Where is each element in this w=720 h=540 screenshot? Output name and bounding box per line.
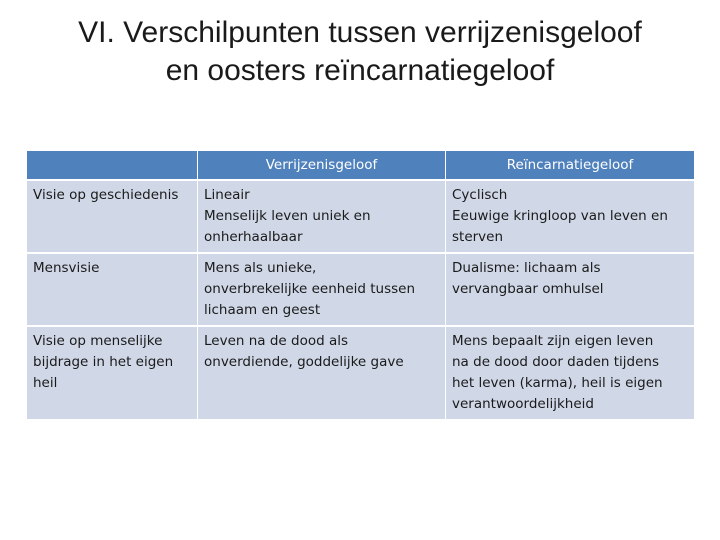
- header-reincarnatiegeloof: Reïncarnatiegeloof: [445, 151, 694, 181]
- cell-line: onverbrekelijke eenheid tussen: [204, 281, 416, 297]
- cell-line: verantwoordelijkheid: [452, 396, 594, 412]
- cell-line: Mensvisie: [33, 260, 100, 276]
- cell-line: Mens bepaalt zijn eigen leven: [452, 333, 654, 349]
- row-label: [27, 327, 197, 421]
- slide-title: [0, 14, 720, 90]
- reincarnatie-cell: [445, 254, 694, 327]
- cell-line: onherhaalbaar: [204, 229, 303, 245]
- comparison-table: [27, 151, 694, 421]
- table-row: [27, 254, 694, 327]
- table-row: [27, 181, 694, 254]
- reincarnatie-cell: [445, 327, 694, 421]
- cell-line: vervangbaar omhulsel: [452, 281, 604, 297]
- cell-line: Leven na de dood als: [204, 333, 349, 349]
- header-row: [27, 151, 694, 181]
- cell-line: na de dood door daden tijdens: [452, 354, 659, 370]
- cell-line: Cyclisch: [452, 187, 508, 203]
- title-line-1: VI. Verschilpunten tussen verrijzenisgeloof: [78, 16, 642, 49]
- cell-line: Dualisme: lichaam als: [452, 260, 601, 276]
- title-line-2: en oosters reïncarnatiegeloof: [165, 54, 555, 87]
- row-label: [27, 181, 197, 254]
- cell-line: Visie op menselijke: [33, 333, 163, 349]
- reincarnatie-cell: [445, 181, 694, 254]
- cell-line: Eeuwige kringloop van leven en: [452, 208, 668, 224]
- cell-line: Visie op geschiedenis: [33, 187, 179, 203]
- header-verrijzenisgeloof: Verrijzenisgeloof: [197, 151, 445, 181]
- cell-line: Lineair: [204, 187, 250, 203]
- cell-line: heil: [33, 375, 58, 391]
- verrijzenis-cell: [197, 254, 445, 327]
- row-label: [27, 254, 197, 327]
- cell-line: onverdiende, goddelijke gave: [204, 354, 404, 370]
- cell-line: lichaam en geest: [204, 302, 321, 318]
- verrijzenis-cell: [197, 181, 445, 254]
- cell-line: Menselijk leven uniek en: [204, 208, 371, 224]
- header-empty-cell: [27, 151, 197, 181]
- cell-line: het leven (karma), heil is eigen: [452, 375, 663, 391]
- verrijzenis-cell: [197, 327, 445, 421]
- cell-line: sterven: [452, 229, 504, 245]
- cell-line: Mens als unieke,: [204, 260, 317, 276]
- table-row: [27, 327, 694, 421]
- cell-line: bijdrage in het eigen: [33, 354, 174, 370]
